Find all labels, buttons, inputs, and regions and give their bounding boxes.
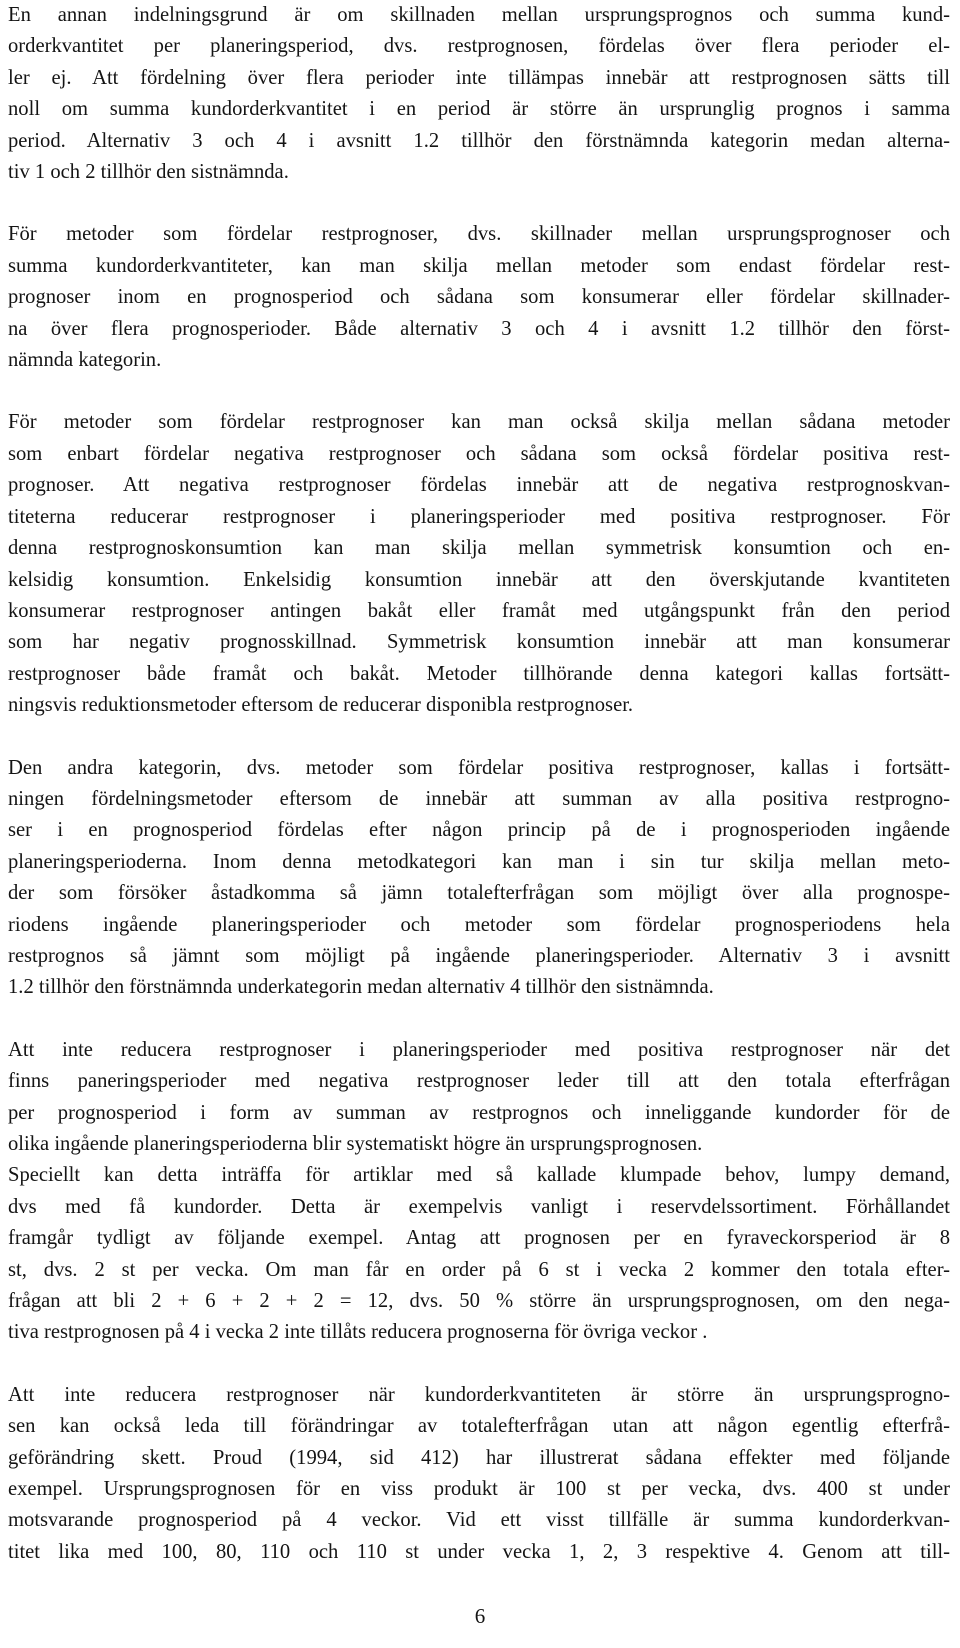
text-line: noll om summa kundorderkvantitet i en period är större än ursprunglig prognos i samma: [8, 98, 950, 121]
text-line: prognoser inom en prognosperiod och sådana som konsumerar eller fördelar skillnader-: [8, 286, 950, 309]
paragraph-3: [8, 407, 950, 721]
paragraph-5: [8, 1035, 950, 1349]
text-line: riodens ingående planeringsperioder och metoder som fördelar prognosperiodens hela: [8, 913, 950, 936]
text-line: der som försöker åstadkomma så jämn totalefterfrågan som möjligt över alla prognospe-: [8, 882, 950, 905]
text-line: tiv 1 och 2 tillhör den sistnämnda.: [8, 161, 289, 184]
paragraph-spacer: [8, 376, 950, 407]
text-line: finns paneringsperioder med negativa restprognoser leder till att den totala efterfrågan: [8, 1070, 950, 1093]
text-line: Att inte reducera restprognoser i planeringsperioder med positiva restprognoser när det: [8, 1038, 950, 1061]
text-line: framgår tydligt av följande exempel. Antag att prognosen per en fyraveckorsperiod är 8: [8, 1227, 950, 1250]
text-line: planeringsperioderna. Inom denna metodkategori kan man i sin tur skilja mellan meto-: [8, 850, 950, 873]
page-number: 6: [474, 1604, 486, 1628]
text-line: Att inte reducera restprognoser när kundorderkvantiteten är större än ursprungsprogno-: [8, 1383, 950, 1406]
paragraph-spacer: [8, 188, 950, 219]
text-line: geförändring skett. Proud (1994, sid 412) har illustrerat sådana effekter med följande: [8, 1446, 950, 1469]
text-line: titet lika med 100, 80, 110 och 110 st under vecka 1, 2, 3 respektive 4. Genom att till-: [8, 1540, 950, 1563]
text-line: För metoder som fördelar restprognoser, dvs. skillnader mellan ursprungsprognoser och: [8, 223, 950, 246]
paragraph-1: [8, 0, 950, 188]
paragraph-spacer: [8, 1349, 950, 1380]
text-line: Den andra kategorin, dvs. metoder som fördelar positiva restprognoser, kallas i fortsätt-: [8, 756, 950, 779]
text-line: En annan indelningsgrund är om skillnaden mellan ursprungsprognos och summa kund-: [8, 4, 950, 26]
text-line: ler ej. Att fördelning över flera perioder inte tillämpas innebär att restprognosen sätts till: [8, 66, 950, 89]
paragraph-4: [8, 753, 950, 1004]
paragraph-2: [8, 219, 950, 376]
text-line: summa kundorderkvantiteter, kan man skilja mellan metoder som endast fördelar rest-: [8, 254, 950, 277]
text-line: exempel. Ursprungsprognosen för en viss produkt är 100 st per vecka, dvs. 400 st under: [8, 1478, 950, 1501]
text-line: dvs med få kundorder. Detta är exempelvis vanligt i reservdelssortiment. Förhållandet: [8, 1195, 950, 1218]
text-line: orderkvantitet per planeringsperiod, dvs. restprognosen, fördelas över flera perioder el-: [8, 35, 950, 58]
text-line: konsumerar restprognoser antingen bakåt eller framåt med utgångspunkt från den period: [8, 599, 950, 622]
text-line: nämnda kategorin.: [8, 349, 162, 372]
text-line: kelsidig konsumtion. Enkelsidig konsumtion innebär att den överskjutande kvantiteten: [8, 568, 950, 591]
text-line: restprognos så jämnt som möjligt på ingående planeringsperioder. Alternativ 3 i avsnitt: [8, 944, 950, 967]
text-line: frågan att bli 2 + 6 + 2 + 2 = 12, dvs. 50 % större än ursprungsprognosen, om den nega-: [8, 1290, 950, 1313]
text-line: per prognosperiod i form av summan av restprognos och inneliggande kundorder för de: [8, 1101, 950, 1124]
text-line: För metoder som fördelar restprognoser kan man också skilja mellan sådana metoder: [8, 411, 950, 434]
paragraph-6: [8, 1380, 950, 1568]
text-line: na över flera prognosperioder. Både alternativ 3 och 4 i avsnitt 1.2 tillhör den först-: [8, 317, 950, 340]
text-line: Speciellt kan detta inträffa för artiklar med så kallade klumpade behov, lumpy demand,: [8, 1164, 950, 1187]
text-line: st, dvs. 2 st per vecka. Om man får en order på 6 st i vecka 2 kommer den totala efter-: [8, 1258, 950, 1281]
text-line: ser i en prognosperiod fördelas efter någon princip på de i prognosperioden ingående: [8, 819, 950, 842]
text-line: period. Alternativ 3 och 4 i avsnitt 1.2 tillhör den förstnämnda kategorin medan alterna-: [8, 129, 950, 152]
text-line: restprognoser både framåt och bakåt. Metoder tillhörande denna kategori kallas fortsätt-: [8, 662, 950, 685]
text-line: tiva restprognosen på 4 i vecka 2 inte tillåts reducera prognoserna för övriga veckor .: [8, 1321, 708, 1344]
text-line: titeterna reducerar restprognoser i planeringsperioder med positiva restprognoser. För: [8, 505, 950, 528]
text-line: sen kan också leda till förändringar av totalefterfrågan utan att någon egentlig efterfrå-: [8, 1415, 950, 1438]
text-line: som enbart fördelar negativa restprognoser och sådana som också fördelar positiva rest-: [8, 442, 950, 465]
paragraph-spacer: [8, 722, 950, 753]
text-line: prognoser. Att negativa restprognoser fördelas innebär att de negativa restprognoskvan-: [8, 474, 950, 497]
text-line: olika ingående planeringsperioderna blir systematiskt högre än ursprungsprognosen.: [8, 1133, 703, 1155]
text-line: ningsvis reduktionsmetoder eftersom de reducerar disponibla restprognoser.: [8, 694, 634, 717]
text-line: motsvarande prognosperiod på 4 veckor. Vid ett visst tillfälle är summa kundorderkvan-: [8, 1509, 950, 1532]
text-line: denna restprognoskonsumtion kan man skilja mellan symmetrisk konsumtion och en-: [8, 537, 950, 560]
text-line: som har negativ prognosskillnad. Symmetrisk konsumtion innebär att man konsumerar: [8, 631, 950, 654]
paragraph-spacer: [8, 1004, 950, 1035]
text-line: ningen fördelningsmetoder eftersom de innebär att summan av alla positiva restprogno-: [8, 787, 950, 810]
text-line: 1.2 tillhör den förstnämnda underkategorin medan alternativ 4 tillhör den sistnämnda.: [8, 976, 714, 999]
